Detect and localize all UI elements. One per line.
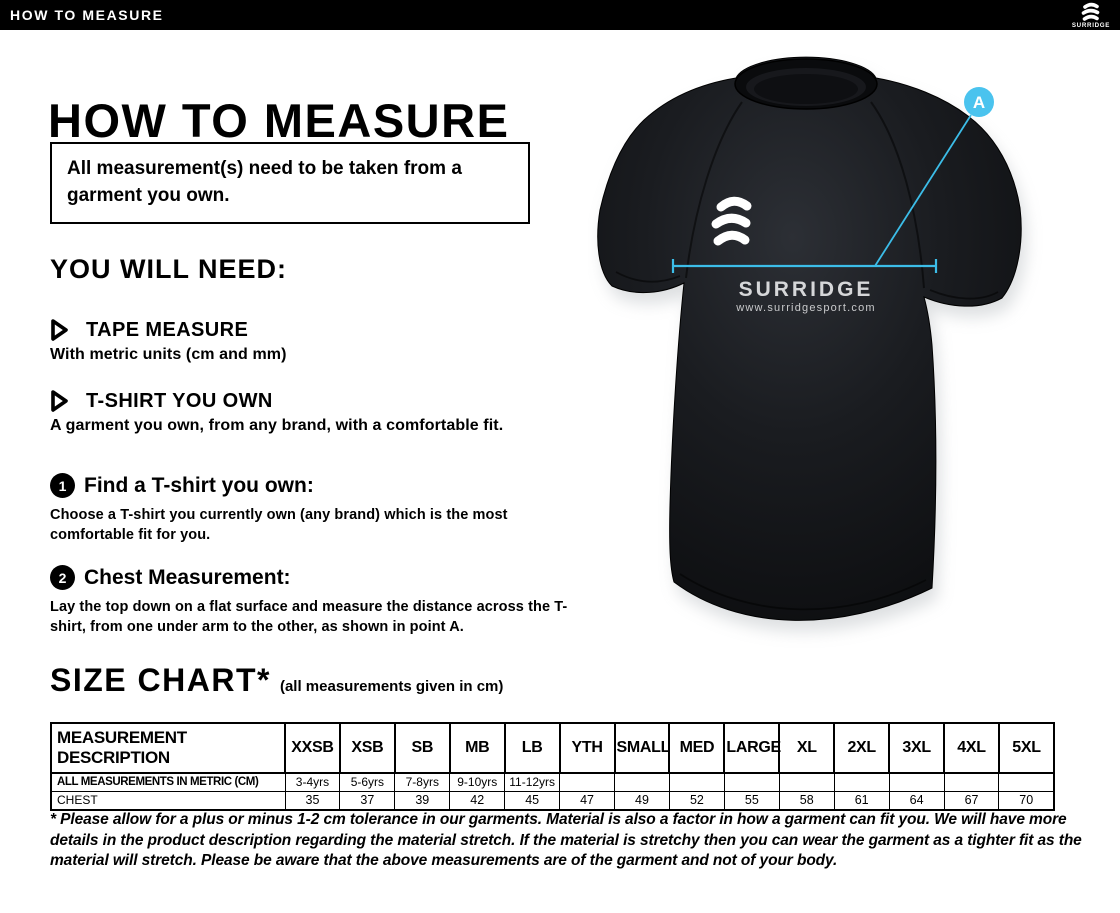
collar-opening <box>754 74 858 104</box>
size-col-header: LARGE <box>724 723 779 773</box>
size-chart-heading <box>50 662 503 699</box>
table-cell <box>724 773 779 792</box>
you-will-need-heading: YOU WILL NEED: <box>50 254 288 284</box>
need-item-tshirt <box>50 389 590 435</box>
size-col-header: SB <box>395 723 450 773</box>
tshirt-graphic <box>588 40 1068 652</box>
table-cell <box>889 773 944 792</box>
size-col-header: MB <box>450 723 505 773</box>
note-text: All measurement(s) need to be taken from a garment you own. <box>67 158 462 206</box>
table-cell: 11-12yrs <box>505 773 560 792</box>
table-cell <box>615 773 670 792</box>
table-row <box>51 773 1054 792</box>
table-cell <box>669 773 724 792</box>
tshirt-diagram <box>588 40 1068 652</box>
table-cell: 64 <box>889 792 944 811</box>
table-cell: 37 <box>340 792 395 811</box>
table-cell: 5-6yrs <box>340 773 395 792</box>
step-find-tshirt <box>50 473 595 545</box>
size-col-header: XL <box>779 723 834 773</box>
size-col-header: 3XL <box>889 723 944 773</box>
need-item-desc: A garment you own, from any brand, with a comfortable fit. <box>50 417 504 434</box>
table-cell <box>560 773 615 792</box>
need-item-title: TAPE MEASURE <box>86 318 249 341</box>
step-chest-measurement <box>50 565 595 637</box>
table-cell: 39 <box>395 792 450 811</box>
size-chart-note: (all measurements given in cm) <box>279 678 504 695</box>
step-desc: Lay the top down on a flat surface and measure the distance across the T-shirt, from one under arm to the other, as shown in point A. <box>50 599 568 635</box>
need-item-tape-measure <box>50 318 590 364</box>
triangle-bullet-icon <box>50 389 69 413</box>
table-header-row <box>51 723 1054 773</box>
table-cell: 42 <box>450 792 505 811</box>
footnote: * Please allow for a plus or minus 1-2 cm tolerance in our garments. Material is also a factor in how a garment can fit you. We will have more details in the product description regarding the material stretch. If the material is stretchy then you can wear the garment as a tighter fit as the material will stretch. Please be aware that the above measurements are of the garment and not of your body. <box>50 811 1082 870</box>
shirt-body <box>598 57 1021 620</box>
size-chart-table <box>50 722 1055 811</box>
table-cell <box>999 773 1054 792</box>
table-cell: 70 <box>999 792 1054 811</box>
size-col-header: LB <box>505 723 560 773</box>
table-cell: 45 <box>505 792 560 811</box>
size-col-header: XXSB <box>285 723 340 773</box>
size-chart-title: SIZE CHART* <box>50 662 271 698</box>
table-cell: 47 <box>560 792 615 811</box>
note-box <box>50 142 530 224</box>
top-bar-title: HOW TO MEASURE <box>10 7 164 23</box>
top-bar <box>0 0 1120 30</box>
table-cell: 55 <box>724 792 779 811</box>
table-cell: 58 <box>779 792 834 811</box>
surridge-s-icon <box>1084 5 1098 19</box>
table-cell: 9-10yrs <box>450 773 505 792</box>
need-item-desc: With metric units (cm and mm) <box>50 346 287 363</box>
need-item-title: T-SHIRT YOU OWN <box>86 389 273 412</box>
size-col-header: 4XL <box>944 723 999 773</box>
shirt-brand-text: SURRIDGE <box>738 278 874 301</box>
table-cell <box>944 773 999 792</box>
table-cell: 49 <box>615 792 670 811</box>
page-title: HOW TO MEASURE <box>48 94 510 148</box>
table-cell: 3-4yrs <box>285 773 340 792</box>
size-col-header: YTH <box>560 723 615 773</box>
table-cell: CHEST <box>51 792 285 811</box>
table-cell: ALL MEASUREMENTS IN METRIC (CM) <box>51 773 285 792</box>
step-title: Chest Measurement: <box>84 565 291 589</box>
table-cell: 67 <box>944 792 999 811</box>
marker-a-label: A <box>972 93 986 112</box>
size-col-header: MED <box>669 723 724 773</box>
step-desc: Choose a T-shirt you currently own (any brand) which is the most comfortable fit for you. <box>50 507 508 543</box>
table-row <box>51 792 1054 811</box>
surridge-logo-icon <box>1068 1 1114 28</box>
size-col-header: 2XL <box>834 723 889 773</box>
step-number-badge: 1 <box>50 473 75 498</box>
table-cell: 35 <box>285 792 340 811</box>
shirt-url-text: www.surridgesport.com <box>736 302 876 314</box>
size-col-header: XSB <box>340 723 395 773</box>
size-col-header: 5XL <box>999 723 1054 773</box>
step-number-badge: 2 <box>50 565 75 590</box>
triangle-bullet-icon <box>50 318 69 342</box>
top-bar-brand-text: SURRIDGE <box>1071 22 1111 28</box>
table-cell: 7-8yrs <box>395 773 450 792</box>
step-title: Find a T-shirt you own: <box>84 473 314 497</box>
table-cell: 61 <box>834 792 889 811</box>
table-cell <box>779 773 834 792</box>
measurement-desc-header: MEASUREMENT DESCRIPTION <box>51 723 285 773</box>
table-cell <box>834 773 889 792</box>
table-cell: 52 <box>669 792 724 811</box>
size-col-header: SMALL <box>615 723 670 773</box>
